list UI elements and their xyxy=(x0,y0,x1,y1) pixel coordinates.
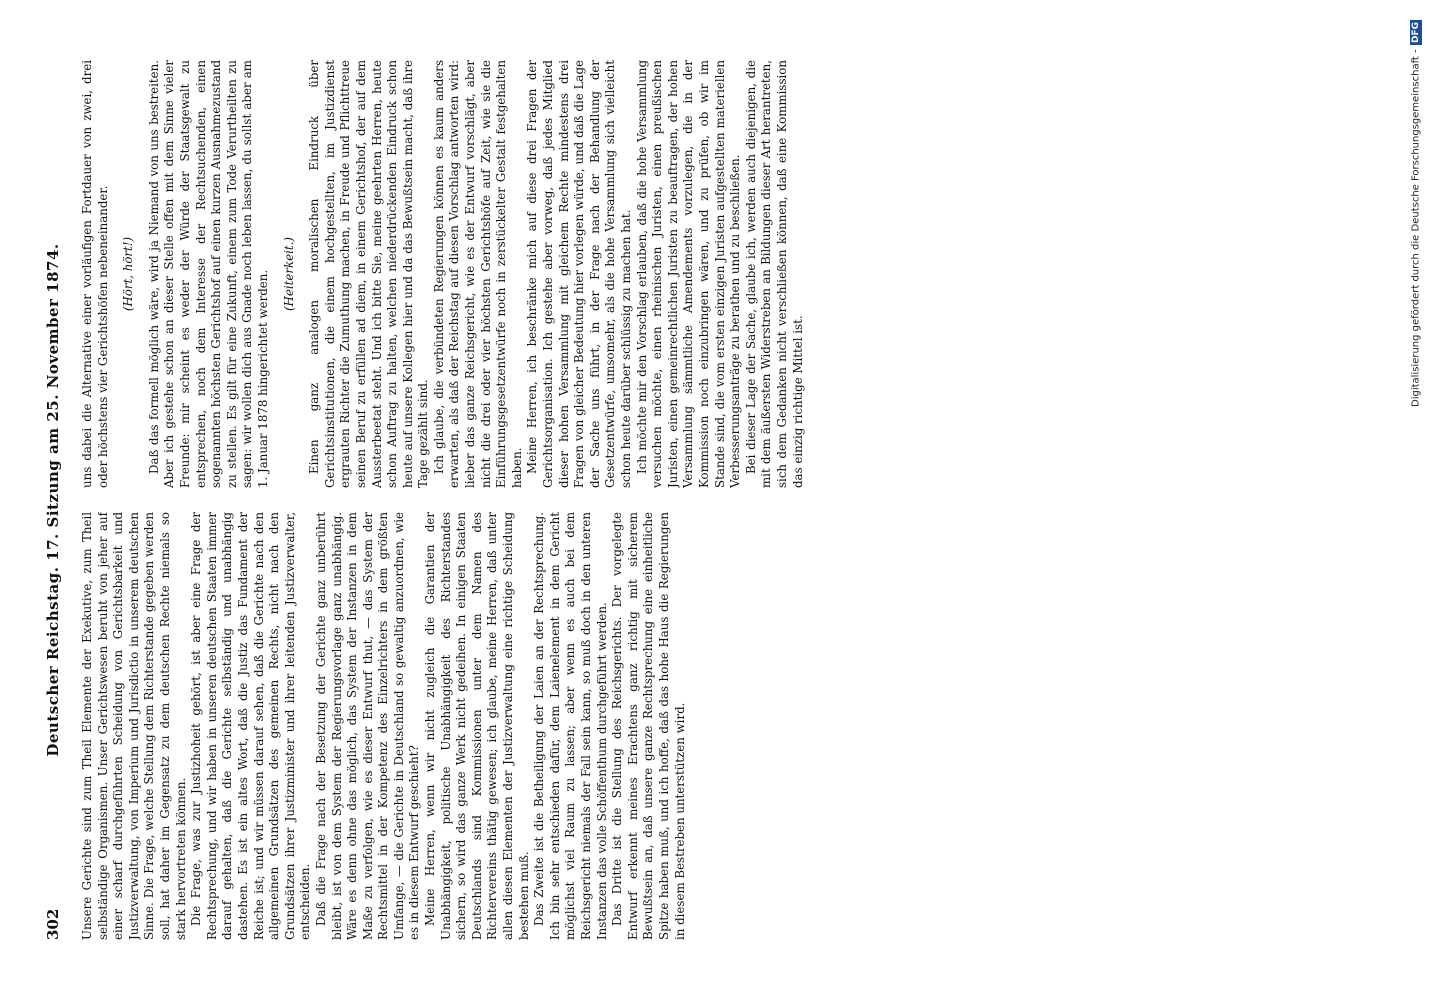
paragraph: uns dabei die Alternative einer vorläufigen Fortdauer von zwei, drei oder höchstens vier Gerichtshöfen nebeneinander. xyxy=(80,60,110,488)
right-column xyxy=(80,60,1360,488)
interjection: (Heiterkeit.) xyxy=(281,237,296,312)
paragraph: Bei dieser Lage der Sache, glaube ich, werden auch diejenigen, die mit dem äußersten Widerstreben an Bildungen dieser Art herantreten, sich dem Gedanken nicht verschließen können, daß eine Kommission das einzig richtige Mittel ist. xyxy=(743,60,805,488)
digitization-credit xyxy=(1404,20,1428,980)
paragraph: Ich möchte mir den Vorschlag erlauben, daß die hohe Versammlung versuchen möchte, einen rheinischen Juristen, einen preußischen Juristen, einen gemeinrechtlichen Juristen zu beauftragen, der hohen Versammlung sämmtliche Amendements vorzulegen, die in der Kommission noch einzubringen wären, und zu prüfen, ob wir im Stande sind, die vom ersten einzigen Juristen aufgestellten materiellen Verbesserungsanträge zu berathen und zu beschließen. xyxy=(634,60,743,488)
paragraph: Das Zweite ist die Betheiligung der Laien an der Rechtsprechung. Ich bin sehr entschieden dafür, dem Laienelement in dem Gericht möglichst viel Raum zu lassen; aber wenn es auch bei dem Reichsgericht niemals der Fall sein kann, so muß doch in den unteren Instanzen das volle Schöffenthum durchgeführt werden. xyxy=(532,512,609,940)
paragraph: Meine Herren, wenn wir nicht zugleich die Garantien der Unabhängigkeit, politische Unabhängigkeit des Richterstandes sichern, so wird das ganze Werk nicht gedeihen. In einigen Staaten Deutschlands sind Kommissionen unter dem Namen des Richtervereins thätig gewesen; ich glaube, meine Herren, daß unter allen diesen Elementen der Justizverwaltung eine richtige Scheidung bestehen muß. xyxy=(423,512,531,940)
page-header xyxy=(40,60,70,940)
interjection: (Hört, hört!) xyxy=(121,236,136,312)
paragraph: Unsere Gerichte sind zum Theil Elemente der Exekutive, zum Theil selbständige Organismen. Unser Gerichtswesen beruht von jeher auf einer scharf durchgeführten Scheidung von Gerichtsbarkeit und Justizverwaltung, von Imperium und Jurisdictio in unserem deutschen Sinne. Die Frage, welche Stellung dem Richterstande gegeben werden soll, hat daher im Gegensatz zu dem deutschen Rechte niemals so stark hervortreten können. xyxy=(80,512,188,940)
paragraph: Die Frage, was zur Justizhoheit gehört, ist aber eine Frage der Rechtsprechung, und wir haben in unseren deutschen Staaten immer darauf gehalten, daß die Gerichte selbständig und unabhängig dastehen. Es ist ein altes Wort, daß die Justiz das Fundament der Reiche ist; und wir müssen darauf sehen, daß die Gerichte nach den allgemeinen Grundsätzen des gemeinen Rechts, nicht nach den Grundsätzen ihrer Justizminister und ihrer leitenden Justizverwalter, entscheiden. xyxy=(189,512,313,940)
paragraph: Einen ganz analogen moralischen Eindruck über Gerichtsinstitutionen, die einem hochgestellten, im Justizdienst ergrauten Richter die Zumuthung machen, in Freude und Pflichttreue seinen Beruf zu erfüllen ad diem, in einem Gerichtshof, der auf dem Aussterbeetat steht. Und ich bitte Sie, meine geehrten Herren, heute schon Auftrag zu halten, welchen niederdrückenden Eindruck schon heute auf unsere Kollegen hier und da das Bewußtsein macht, daß ihre Tage gezählt sind. xyxy=(307,60,431,488)
credit-text: Digitalisierung gefördert durch die Deutsche Forschungsgemeinschaft - xyxy=(1410,49,1422,407)
running-head: Deutscher Reichstag. 17. Sitzung am 25. November 1874. xyxy=(44,243,62,757)
paragraph: Das Dritte ist die Stellung des Reichsgerichts. Der vorgelegte Entwurf erkennt meines Erachtens ganz richtig mit sicherem Bewußtsein an, daß unsere ganze Rechtsprechung eine einheitliche Spitze haben muß, und ich hoffe, daß das hohe Haus die Regierungen in diesem Bestreben unterstützen wird. xyxy=(610,512,687,940)
paragraph: Ich glaube, die verbündeten Regierungen können es kaum anders erwarten, als daß der Reichstag auf diesen Vorschlag antworten wird: lieber das ganze Reichsgericht, wie es der Entwurf vorschlägt, aber nicht die drei oder vier höchsten Gerichtshöfe auf Zeit, wie sie die Einführungsgesetzentwürfe noch in zerstückelter Gestalt festgehalten haben. xyxy=(431,60,524,488)
paragraph: Daß das formell möglich wäre, wird ja Niemand von uns bestreiten. Aber ich gestehe schon an dieser Stelle offen mit dem Sinne vieler Freunde: mir scheint es weder der Würde der Staatsgewalt zu entsprechen, noch dem Interesse der Rechtsuchenden, einen sogenannten höchsten Gerichtshof auf einen kurzen Ausnahmezustand zu stellen. Es gilt für eine Zukunft, einem zum Tode Verurtheilten zu sagen: wir wollen dich aus Gnade noch leben lassen, du sollst aber am 1. Januar 1878 hingerichtet werden. xyxy=(146,60,270,488)
paragraph: Daß die Frage nach der Besetzung der Gerichte ganz unberührt bleibt, ist von dem System der Regierungsvorlage ganz unabhängig. Wäre es denn ohne das möglich, das System der Instanzen in dem Maße zu verfolgen, wie es dieser Entwurf thut, — das System der Rechtsmittel in der Kompetenz des Einzelrichters in dem größten Umfange, — die Gerichte in Deutschland so gewaltig anzuordnen, wie es in diesem Entwurf geschieht? xyxy=(313,512,422,940)
left-column xyxy=(80,512,1360,940)
paragraph: Meine Herren, ich beschränke mich auf diese drei Fragen der Gerichtsorganisation. Ich gestehe aber vorweg, daß jedes Mitglied dieser hohen Versammlung mit gleichem Rechte mindestens drei Fragen von gleicher Bedeutung hier vorlegen würde, und daß die Lage der Sache uns führt, in der Frage nach der Behandlung der Gesetzentwürfe, umsomehr, als die hohe Versammlung sich vielleicht schon heute darüber schlüssig zu machen hat. xyxy=(525,60,633,488)
text-columns xyxy=(80,60,1360,940)
page-number: 302 xyxy=(44,908,62,940)
dfg-logo: DFG xyxy=(1411,22,1421,44)
page-body xyxy=(40,60,1360,940)
